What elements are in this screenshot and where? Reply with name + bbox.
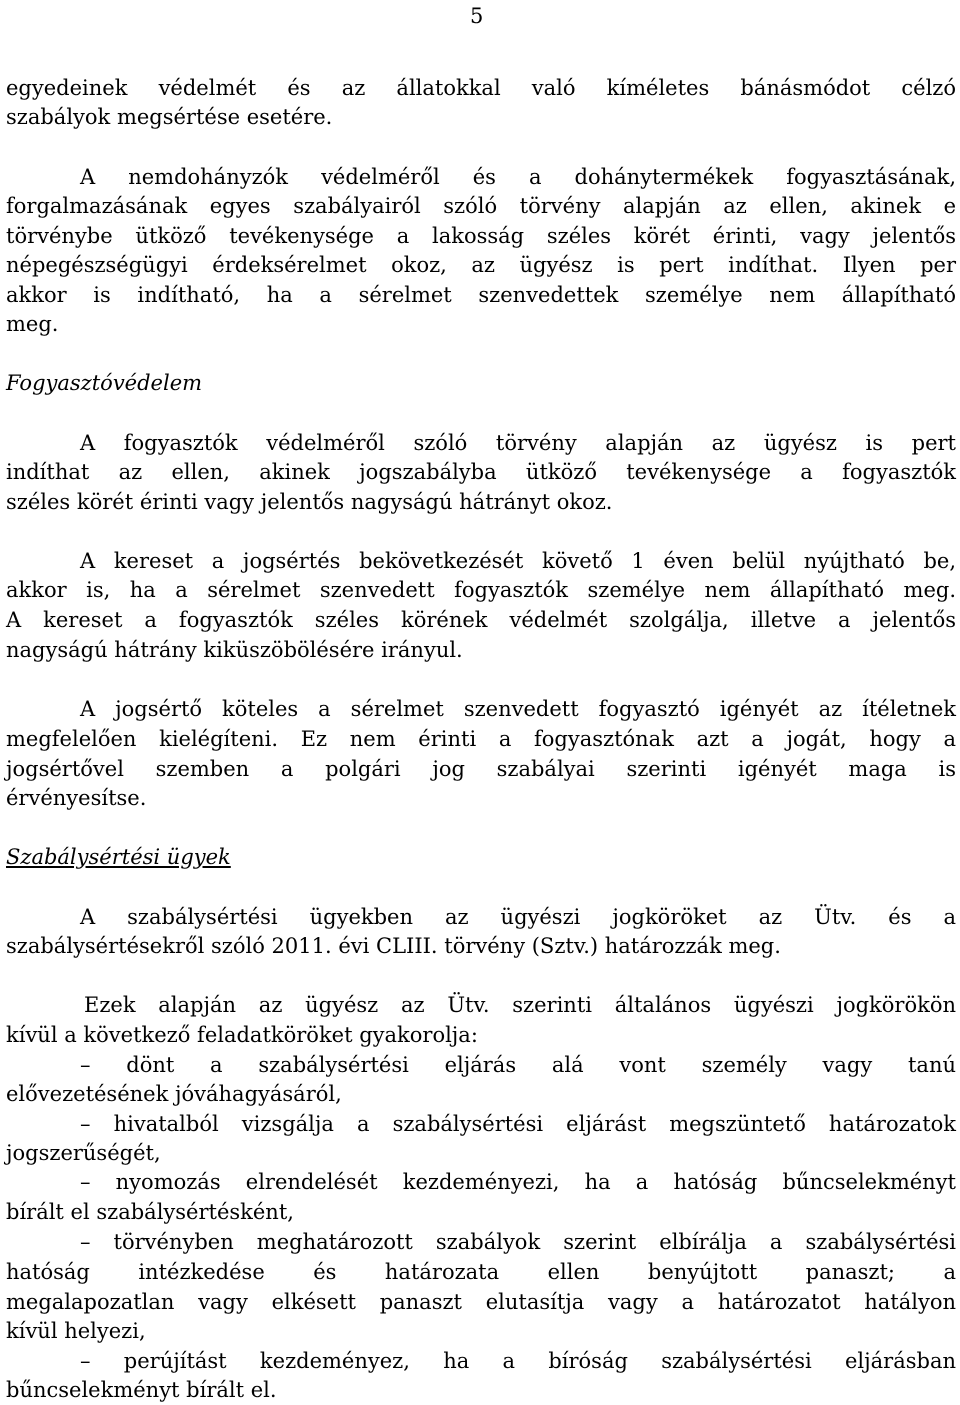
text-line: Ezek alapján az ügyész az Ütv. szerinti általános ügyészi jogkörökön xyxy=(84,993,956,1017)
text-line: A kereset a fogyasztók széles körének védelmét szolgálja, illetve a jelentős xyxy=(6,608,956,632)
text-line: A szabálysértési ügyekben az ügyészi jogköröket az Ütv. és a xyxy=(80,905,956,929)
text-line: – perújítást kezdeményez, ha a bíróság szabálysértési eljárásban xyxy=(80,1349,956,1373)
text-line: kívül a következő feladatköröket gyakorolja: xyxy=(6,1023,478,1047)
section-heading: Fogyasztóvédelem xyxy=(6,371,203,395)
text-line: A kereset a jogsértés bekövetkezését követő 1 éven belül nyújtható be, xyxy=(80,549,956,573)
text-line: – hivatalból vizsgálja a szabálysértési eljárást megszüntető határozatok xyxy=(80,1112,956,1136)
text-line: A fogyasztók védelméről szóló törvény alapján az ügyész is pert xyxy=(80,431,956,455)
text-line: népegészségügyi érdeksérelmet okoz, az ügyész is pert indíthat. Ilyen per xyxy=(6,253,956,277)
text-line: akkor is, ha a sérelmet szenvedett fogyasztók személye nem állapítható meg. xyxy=(6,578,956,602)
text-line: meg. xyxy=(6,312,59,336)
section-heading: Szabálysértési ügyek xyxy=(6,845,231,869)
page-number: 5 xyxy=(470,4,484,28)
text-line: hatóság intézkedése és határozata ellen benyújtott panaszt; a xyxy=(6,1260,956,1284)
text-line: jogsértővel szemben a polgári jog szabályai szerinti igényét maga is xyxy=(6,757,956,781)
text-line: – nyomozás elrendelését kezdeményezi, ha a hatóság bűncselekményt xyxy=(80,1170,956,1194)
text-line: indíthat az ellen, akinek jogszabályba ütköző tevékenysége a fogyasztók xyxy=(6,460,956,484)
text-line: nagyságú hátrány kiküszöbölésére irányul. xyxy=(6,638,463,662)
text-line: A nemdohányzók védelméről és a dohánytermékek fogyasztásának, xyxy=(80,165,956,189)
text-line: megalapozatlan vagy elkésett panaszt elutasítja vagy a határozatot hatályon xyxy=(6,1290,956,1314)
text-line: megfelelően kielégíteni. Ez nem érinti a fogyasztónak azt a jogát, hogy a xyxy=(6,727,956,751)
text-line: A jogsértő köteles a sérelmet szenvedett fogyasztó igényét az ítéletnek xyxy=(80,697,956,721)
text-line: kívül helyezi, xyxy=(6,1319,146,1343)
text-line: bűncselekményt bírált el. xyxy=(6,1378,277,1402)
text-line: egyedeinek védelmét és az állatokkal való kíméletes bánásmódot célzó xyxy=(6,76,956,100)
text-line: bírált el szabálysértésként, xyxy=(6,1200,294,1224)
text-line: forgalmazásának egyes szabályairól szóló törvény alapján az ellen, akinek e xyxy=(6,194,956,218)
text-line: akkor is indítható, ha a sérelmet szenvedettek személye nem állapítható xyxy=(6,283,956,307)
text-line: szabálysértésekről szóló 2011. évi CLIII. törvény (Sztv.) határozzák meg. xyxy=(6,934,781,958)
text-line: törvénybe ütköző tevékenysége a lakosság széles körét érinti, vagy jelentős xyxy=(6,224,956,248)
text-line: – dönt a szabálysértési eljárás alá vont személy vagy tanú xyxy=(80,1053,956,1077)
text-line: szabályok megsértése esetére. xyxy=(6,105,333,129)
text-line: széles körét érinti vagy jelentős nagyságú hátrányt okoz. xyxy=(6,490,613,514)
text-line: jogszerűségét, xyxy=(6,1141,161,1165)
text-line: – törvényben meghatározott szabályok szerint elbírálja a szabálysértési xyxy=(80,1230,956,1254)
text-line: érvényesítse. xyxy=(6,786,147,810)
text-line: elővezetésének jóváhagyásáról, xyxy=(6,1082,342,1106)
